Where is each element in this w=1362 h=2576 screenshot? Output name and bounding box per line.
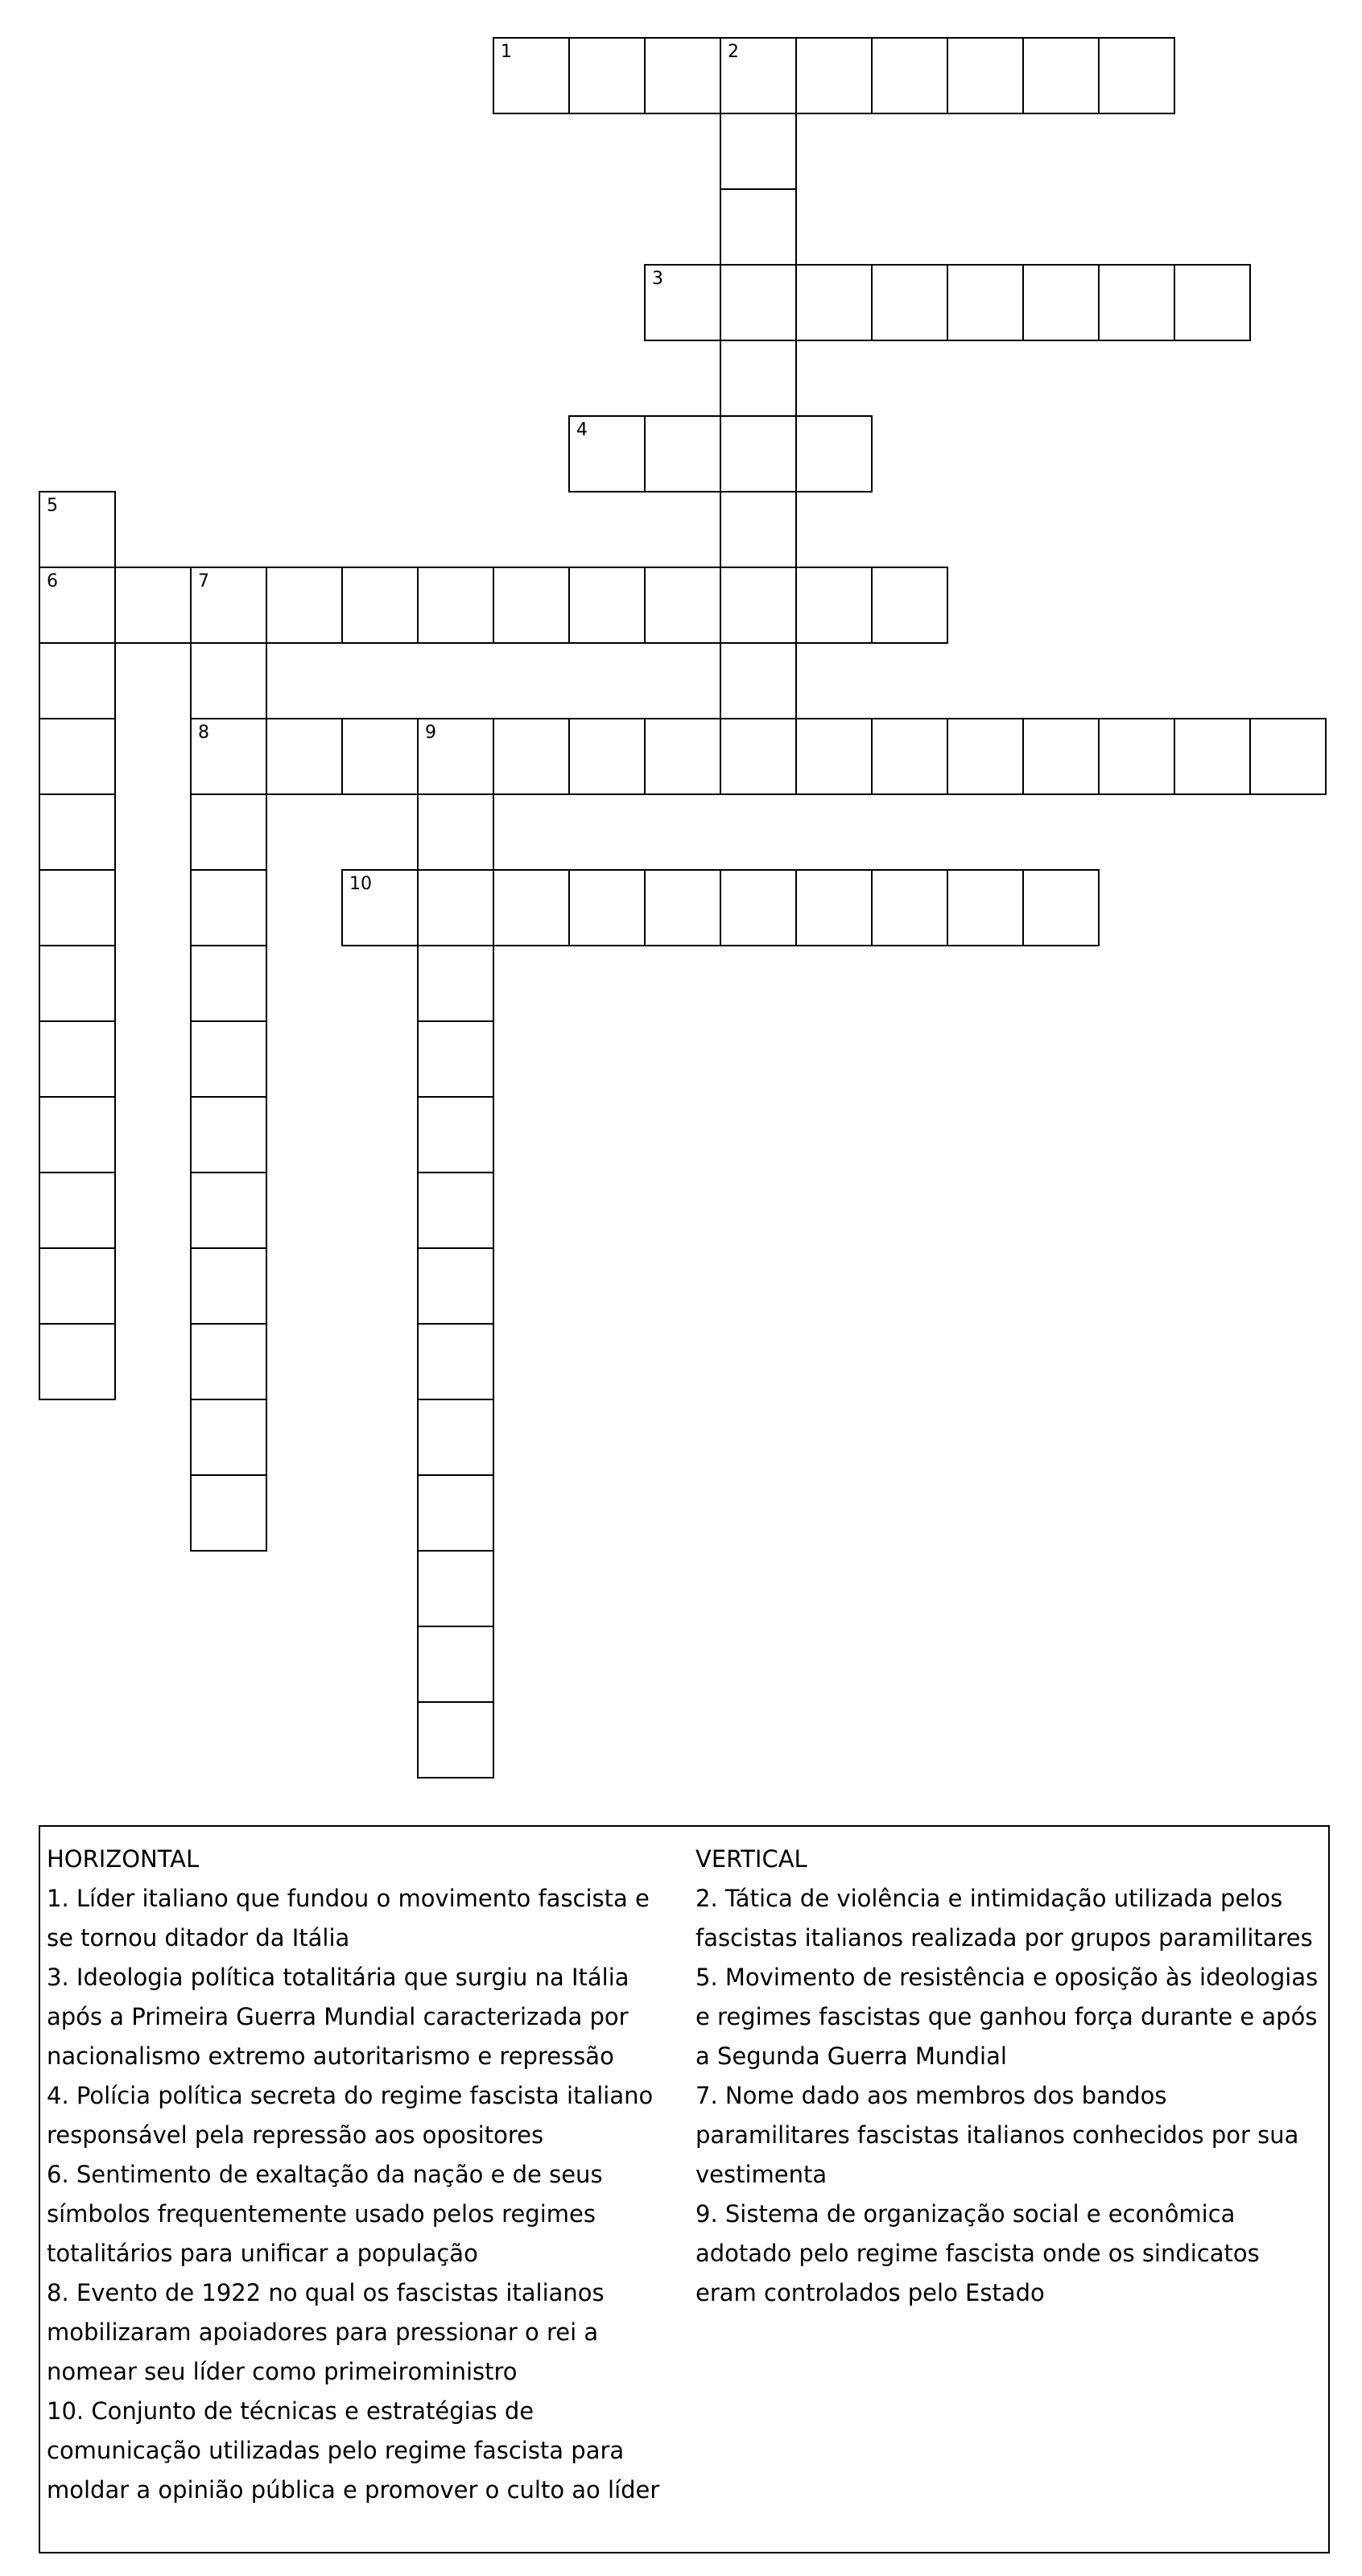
- clue-across-10: 10. Conjunto de técnicas e estratégias de comunicação utilizadas pelo regime fascista para moldar a opinião pública e promover o culto ao líder: [47, 2397, 660, 2504]
- clue-across-8: 8. Evento de 1922 no qual os fascistas italianos mobilizaram apoiadores para pressionar o rei a nomear seu líder como primeirоministro: [47, 2279, 605, 2385]
- grid-cell[interactable]: [493, 718, 570, 795]
- grid-cell[interactable]: [39, 869, 116, 946]
- grid-cell[interactable]: [568, 415, 646, 493]
- grid-cell[interactable]: [720, 869, 797, 946]
- grid-cell[interactable]: [341, 869, 419, 946]
- grid-cell[interactable]: [417, 945, 494, 1022]
- clue-down-5: 5. Movimento de resistência e oposição às ideologias e regimes fascistas que ganhou força durante e após a Segunda Guerra Mundial: [695, 1964, 1319, 2070]
- grid-cell[interactable]: [1022, 718, 1100, 795]
- grid-cell[interactable]: [190, 1474, 267, 1552]
- cell-number: 4: [576, 420, 588, 440]
- grid-cell[interactable]: [795, 869, 873, 946]
- grid-cell[interactable]: [493, 869, 570, 946]
- grid-cell[interactable]: [568, 869, 646, 946]
- vertical-heading: VERTICAL: [695, 1845, 807, 1873]
- grid-cell[interactable]: [493, 37, 570, 114]
- grid-cell[interactable]: [190, 567, 267, 644]
- grid-cell[interactable]: [720, 718, 797, 795]
- grid-cell[interactable]: [568, 37, 646, 114]
- grid-cell[interactable]: [417, 1172, 494, 1249]
- grid-cell[interactable]: [417, 567, 494, 644]
- grid-cell[interactable]: [1098, 264, 1175, 341]
- grid-cell[interactable]: [720, 642, 797, 719]
- horizontal-heading: HORIZONTAL: [47, 1845, 200, 1873]
- grid-cell[interactable]: [190, 1020, 267, 1098]
- cell-number: 8: [198, 723, 209, 743]
- grid-cell[interactable]: [493, 567, 570, 644]
- grid-cell[interactable]: [39, 567, 116, 644]
- grid-cell[interactable]: [795, 415, 873, 493]
- grid-cell[interactable]: [266, 718, 343, 795]
- clue-down-2: 2. Tática de violência e intimidação utilizada pelos fascistas italianos realizada por grupos paramilitares: [695, 1885, 1313, 1952]
- clue-across-1: 1. Líder italiano que fundou o movimento fascista e se tornou ditador da Itália: [47, 1885, 650, 1952]
- grid-cell[interactable]: [190, 945, 267, 1022]
- clue-down-7: 7. Nome dado aos membros dos bandos paramilitares fascistas italianos conhecidos por sua vestimenta: [695, 2082, 1299, 2188]
- grid-cell[interactable]: [190, 718, 267, 795]
- grid-cell[interactable]: [1174, 718, 1251, 795]
- grid-cell[interactable]: [190, 642, 267, 719]
- grid-cell[interactable]: [39, 1020, 116, 1098]
- grid-cell[interactable]: [720, 188, 797, 266]
- grid-cell[interactable]: [1022, 869, 1100, 946]
- clue-across-3: 3. Ideologia política totalitária que surgiu na Itália após a Primeira Guerra Mundial caracterizada por nacionalismo extremo autoritarismo e repressão: [47, 1964, 629, 2070]
- grid-cell[interactable]: [417, 1550, 494, 1627]
- grid-cell[interactable]: [871, 567, 948, 644]
- grid-cell[interactable]: [1174, 264, 1251, 341]
- grid-cell[interactable]: [720, 567, 797, 644]
- grid-cell[interactable]: [644, 718, 721, 795]
- grid-cell[interactable]: [871, 37, 948, 114]
- cell-number: 6: [47, 571, 58, 591]
- grid-cell[interactable]: [795, 37, 873, 114]
- grid-cell[interactable]: [720, 491, 797, 568]
- clue-across-4: 4. Polícia política secreta do regime fascista italiano responsável pela repressão aos opositores: [47, 2082, 654, 2149]
- grid-cell[interactable]: [947, 264, 1024, 341]
- grid-cell[interactable]: [39, 1172, 116, 1249]
- grid-cell[interactable]: [39, 945, 116, 1022]
- grid-cell[interactable]: [871, 718, 948, 795]
- grid-cell[interactable]: [341, 718, 419, 795]
- grid-cell[interactable]: [417, 1323, 494, 1400]
- vertical-clues: [695, 1840, 1323, 2313]
- cell-number: 10: [349, 874, 372, 894]
- grid-cell[interactable]: [190, 1399, 267, 1476]
- grid-cell[interactable]: [720, 113, 797, 190]
- grid-cell[interactable]: [39, 793, 116, 871]
- grid-cell[interactable]: [417, 793, 494, 871]
- grid-cell[interactable]: [644, 415, 721, 493]
- grid-cell[interactable]: [720, 264, 797, 341]
- cell-number: 2: [728, 42, 739, 62]
- grid-cell[interactable]: [1098, 718, 1175, 795]
- grid-cell[interactable]: [568, 718, 646, 795]
- cell-number: 3: [652, 269, 663, 289]
- grid-cell[interactable]: [417, 1247, 494, 1325]
- grid-cell[interactable]: [266, 567, 343, 644]
- grid-cell[interactable]: [190, 1096, 267, 1173]
- clues-box: [39, 1825, 1330, 2553]
- grid-cell[interactable]: [720, 415, 797, 493]
- grid-cell[interactable]: [1249, 718, 1327, 795]
- grid-cell[interactable]: [39, 1323, 116, 1400]
- grid-cell[interactable]: [871, 264, 948, 341]
- grid-cell[interactable]: [1022, 264, 1100, 341]
- grid-cell[interactable]: [190, 869, 267, 946]
- grid-cell[interactable]: [1098, 37, 1175, 114]
- cell-number: 1: [501, 42, 512, 62]
- grid-cell[interactable]: [417, 718, 494, 795]
- grid-cell[interactable]: [39, 1247, 116, 1325]
- grid-cell[interactable]: [190, 1247, 267, 1325]
- grid-cell[interactable]: [417, 1096, 494, 1173]
- clue-across-6: 6. Sentimento de exaltação da nação e de seus símbolos frequentemente usado pelos regimes totalitários para unificar a população: [47, 2161, 603, 2267]
- grid-cell[interactable]: [417, 1399, 494, 1476]
- grid-cell[interactable]: [568, 567, 646, 644]
- grid-cell[interactable]: [644, 264, 721, 341]
- cell-number: 5: [47, 496, 58, 516]
- cell-number: 9: [425, 723, 436, 743]
- grid-cell[interactable]: [341, 567, 419, 644]
- grid-cell[interactable]: [39, 491, 116, 568]
- grid-cell[interactable]: [114, 567, 192, 644]
- grid-cell[interactable]: [417, 1626, 494, 1703]
- grid-cell[interactable]: [720, 37, 797, 114]
- grid-cell[interactable]: [417, 869, 494, 946]
- cell-number: 7: [198, 571, 209, 591]
- clue-down-9: 9. Sistema de organização social e econômica adotado pelo regime fascista onde os sindicatos eram controlados pelo Estado: [695, 2200, 1260, 2306]
- grid-cell[interactable]: [795, 718, 873, 795]
- grid-cell[interactable]: [190, 1172, 267, 1249]
- grid-cell[interactable]: [644, 567, 721, 644]
- grid-cell[interactable]: [417, 1020, 494, 1098]
- grid-cell[interactable]: [720, 340, 797, 417]
- grid-cell[interactable]: [39, 642, 116, 719]
- grid-cell[interactable]: [947, 37, 1024, 114]
- grid-cell[interactable]: [644, 869, 721, 946]
- grid-cell[interactable]: [39, 718, 116, 795]
- grid-cell[interactable]: [871, 869, 948, 946]
- grid-cell[interactable]: [795, 264, 873, 341]
- grid-cell[interactable]: [644, 37, 721, 114]
- grid-cell[interactable]: [947, 718, 1024, 795]
- horizontal-clues: [47, 1840, 683, 2510]
- grid-cell[interactable]: [190, 1323, 267, 1400]
- grid-cell[interactable]: [417, 1701, 494, 1778]
- grid-cell[interactable]: [1022, 37, 1100, 114]
- grid-cell[interactable]: [417, 1474, 494, 1552]
- grid-cell[interactable]: [190, 793, 267, 871]
- grid-cell[interactable]: [795, 567, 873, 644]
- grid-cell[interactable]: [947, 869, 1024, 946]
- grid-cell[interactable]: [39, 1096, 116, 1173]
